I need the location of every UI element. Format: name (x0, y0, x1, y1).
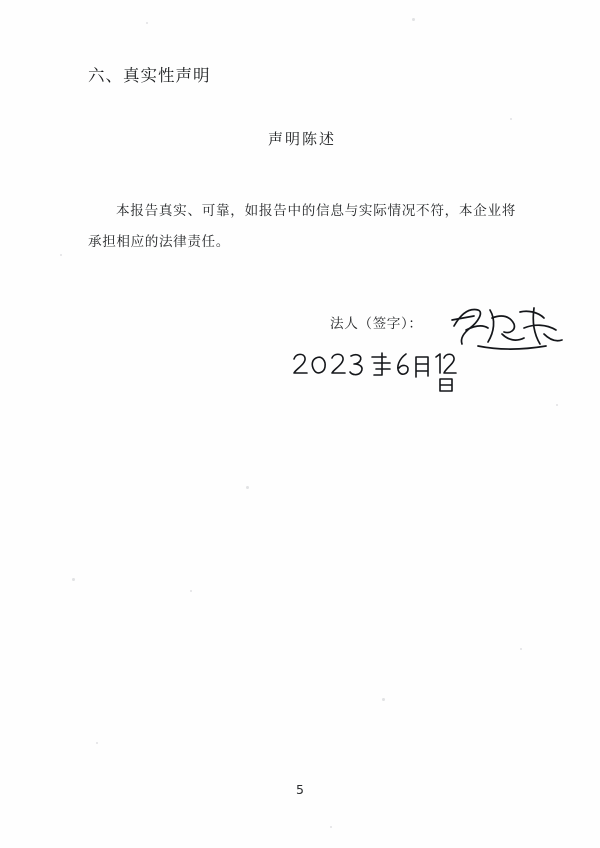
signature-label: 法人（签字）： (330, 316, 423, 332)
scan-speck (60, 254, 62, 256)
scan-speck (330, 826, 332, 828)
scan-speck (412, 18, 415, 21)
scan-speck (72, 578, 75, 581)
scan-speck (190, 590, 192, 592)
scan-speck (246, 486, 249, 489)
statement-subtitle: 声明陈述 (268, 130, 337, 148)
scan-speck (96, 742, 98, 744)
section-heading: 六、真实性声明 (88, 66, 211, 85)
scan-speck (146, 22, 148, 24)
page-number: 5 (296, 782, 304, 797)
statement-paragraph: 本报告真实、可靠，如报告中的信息与实际情况不符，本企业将承担相应的法律责任。 (88, 203, 516, 250)
scan-speck (382, 698, 385, 701)
scan-speck (510, 118, 512, 120)
scan-speck (520, 648, 522, 650)
scan-speck (556, 404, 558, 406)
signature-block (330, 312, 570, 332)
